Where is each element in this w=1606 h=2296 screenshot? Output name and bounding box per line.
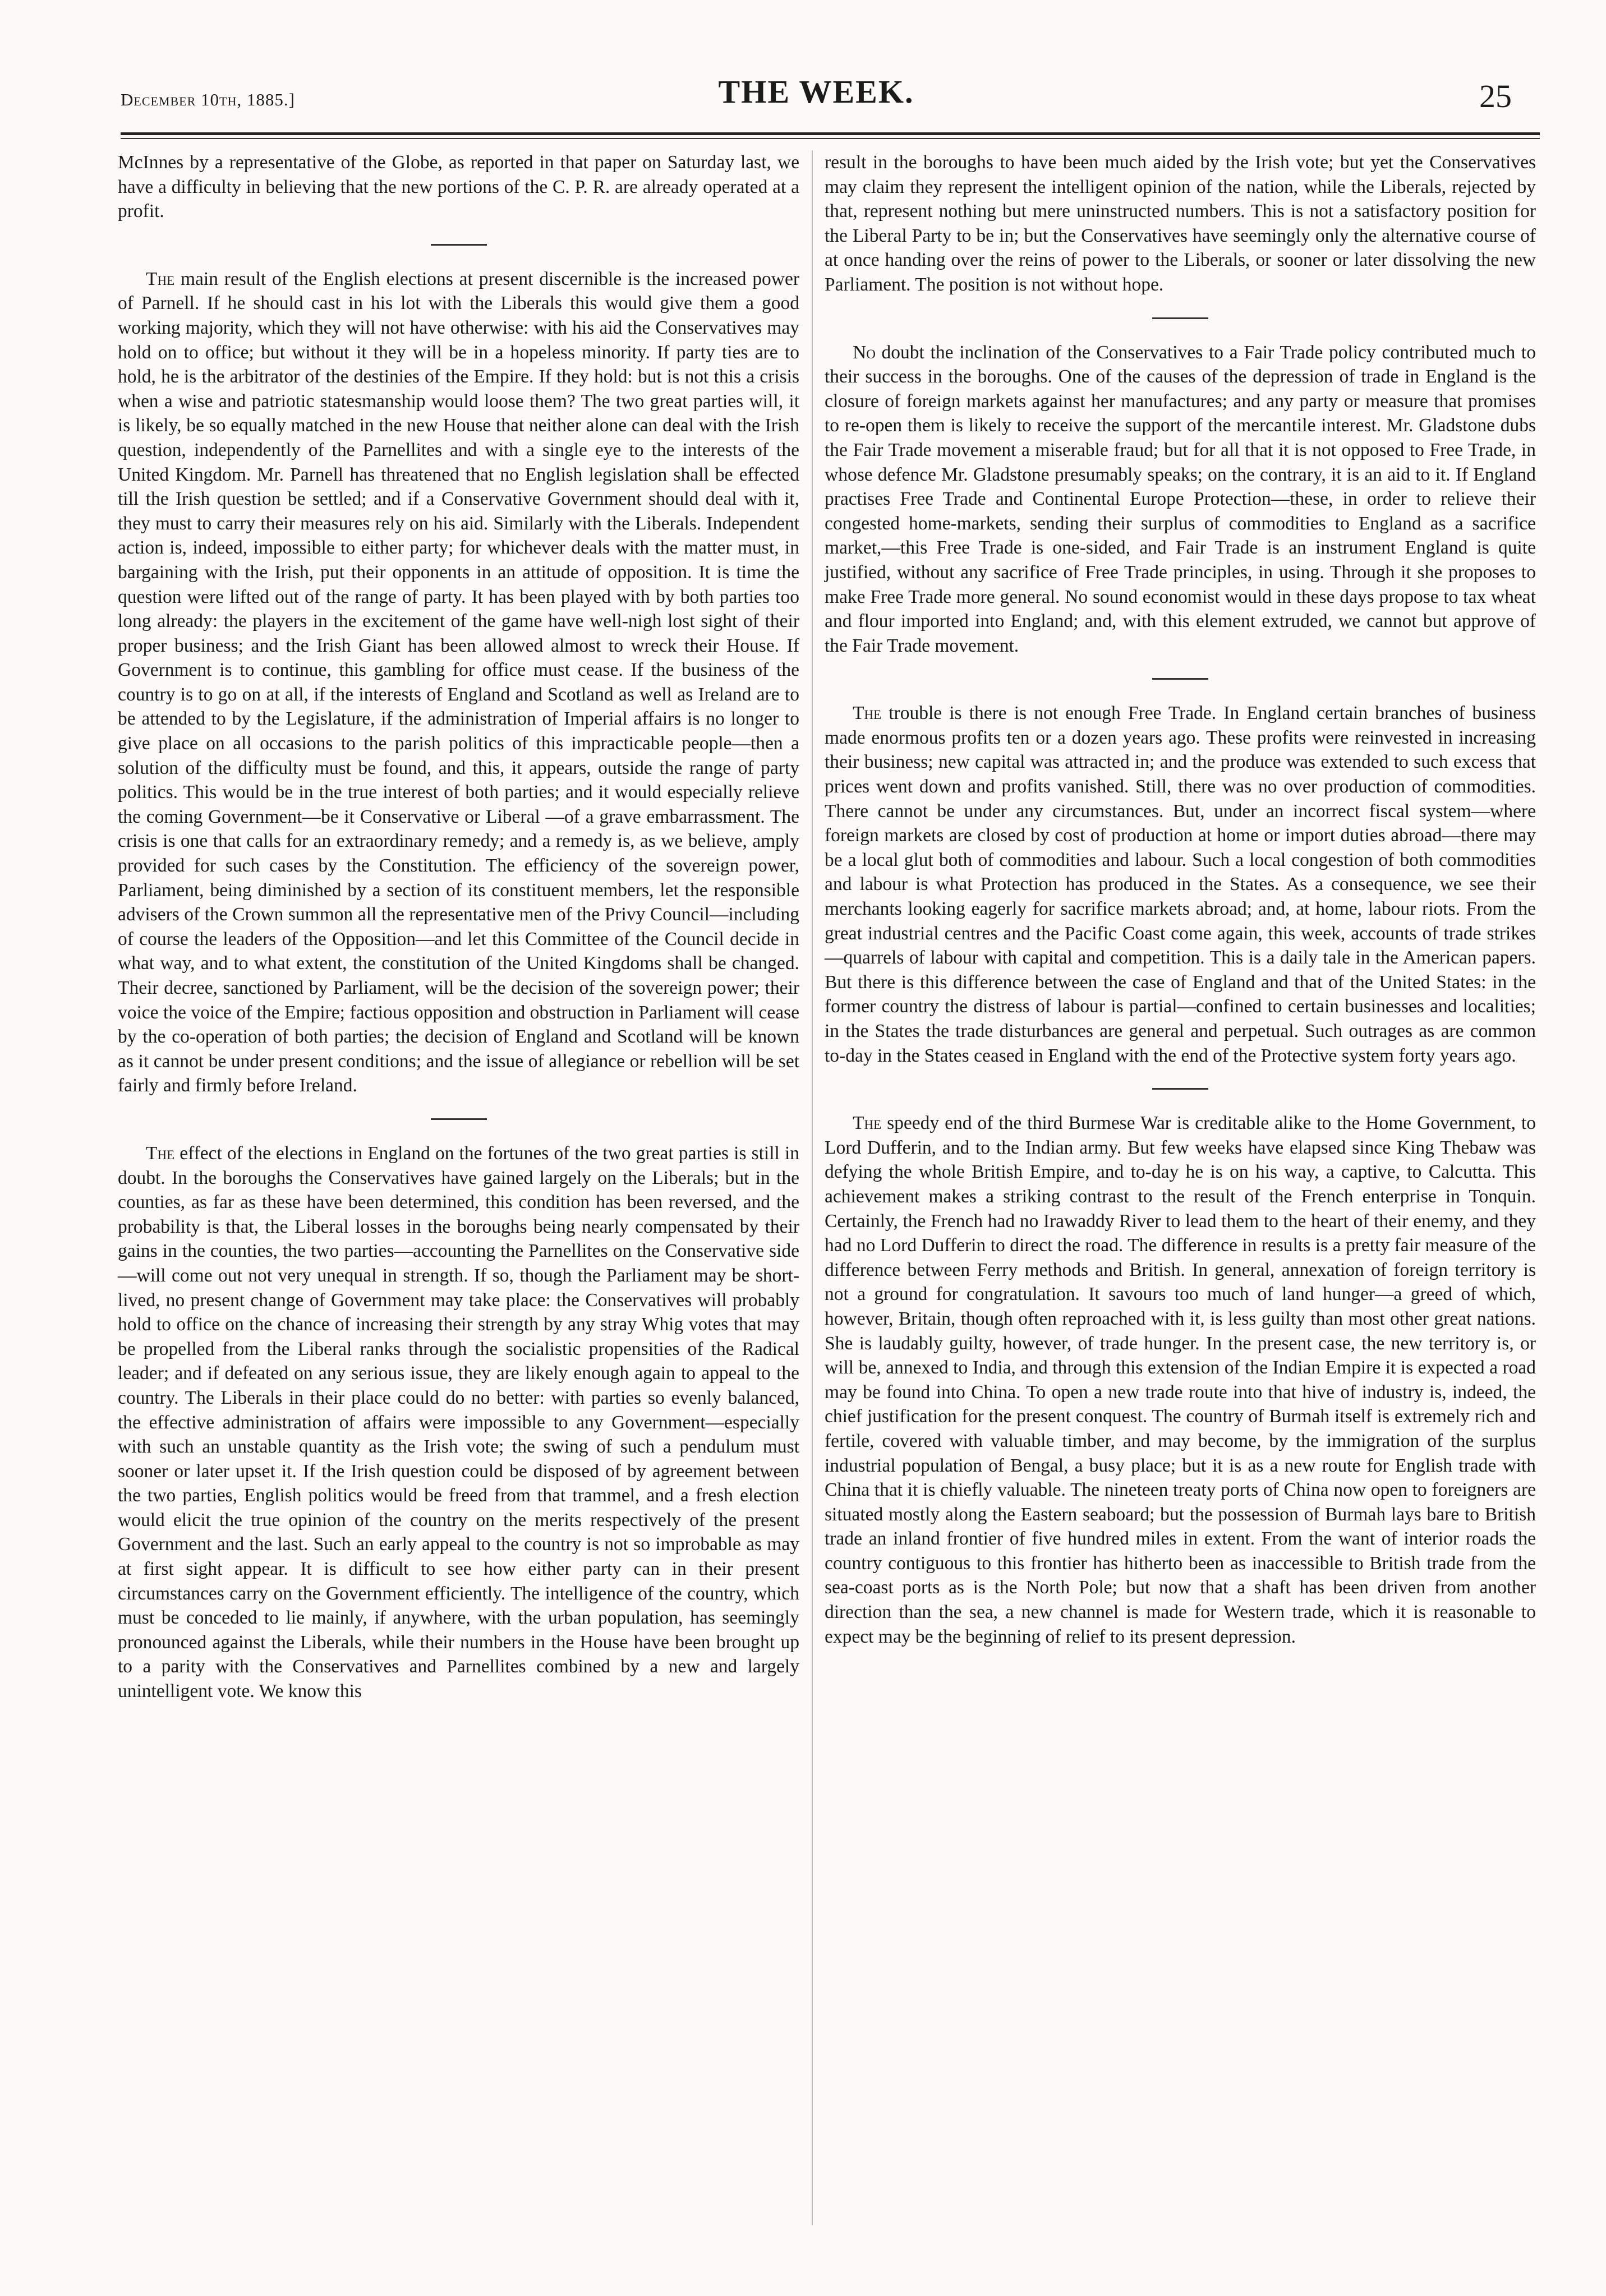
right-column — [825, 150, 1536, 1649]
paragraph-lead: The — [146, 1142, 175, 1164]
paragraph-text: trouble is there is not enough Free Trade. In England certain branches of business made enormous profits ten or a dozen years ago. These profits were reinvested in increasing their business; new capital was attracted in; and the produce was extended to such excess that prices went down and profits vanished. Still, there was no over production of commodities. There cannot be under any circumstances. But, under an incorrect fiscal system—where foreign markets are closed by cost of production at home or import duties abroad—there may be a local glut both of commodities and labour. Such a local congestion of both commodities and labour is what Protection has produced in the States. As a consequence, we see their merchants looking eagerly for sacrifice markets abroad; and, at home, labour riots. From the great industrial centres and the Pacific Coast come again, this week, accounts of trade strikes—quarrels of labour with capital and competition. This is a daily tale in the American papers. But there is this difference between the case of England and that of the United States: in the former country the distress of labour is partial—confined to certain businesses and localities; in the States the trade disturbances are general and perpetual. Such outrages as are common to-day in the States ceased in England with the end of the Protective system forty years ago. — [825, 703, 1536, 1066]
paragraph-text: speedy end of the third Burmese War is creditable alike to the Home Government, to Lord Dufferin, and to the Indian army. But few weeks have elapsed since King Thebaw was defying the whole British Empire, and to-day he is on his way, a captive, to Calcutta. This achievement makes a striking contrast to the result of the French enterprise in Tonquin. Certainly, the French had no Irawaddy River to lead them to the heart of their enemy, and they had no Lord Dufferin to direct the road. The difference in results is a pretty fair measure of the difference between Ferry methods and British. In general, annexation of foreign territory is not a ground for congratulation. It savours too much of land hunger—a greed of which, however, Britain, though often reproached with it, is less guilty than most other great nations. She is laudably guilty, however, of trade hunger. In the present case, the new territory is, or will be, annexed to India, and through this extension of the Indian Empire it is expected a road may be found into China. To open a new trade route into that hive of industry is, indeed, the chief justification for the present conquest. The country of Burmah itself is extremely rich and fertile, covered with valuable timber, and may become, by the immigration of the surplus industrial population of Bengal, a busy place; but it is as a new route for English trade with China that it is chiefly valuable. The nineteen treaty ports of China now open to foreigners are situated mostly along the Eastern seaboard; but the possession of Burmah lays bare to British trade an inland frontier of five hundred miles in extent. From the want of interior roads the country contiguous to this frontier has hitherto been as inaccessible to British trade from the sea-coast ports as is the North Pole; but now that a shaft has been driven from another direction than the sea, a new channel is made for Western trade, which it is reasonable to expect may be the beginning of relief to its present depression. — [825, 1113, 1536, 1647]
paragraph-text: effect of the elections in England on the fortunes of the two great parties is still in doubt. In the boroughs the Conservatives have gained largely on the Liberals; but in the counties, as far as these have been determined, this condition has been reversed, and the probability is that, the Liberal losses in the boroughs being nearly compensated by their gains in the counties, the two parties—accounting the Parnellites on the Conservative side—will come out not very unequal in strength. If so, though the Parliament may be short-lived, no present change of Government may take place: the Conservatives will probably hold to office on the chance of increasing their strength by any stray Whig votes that may be propelled from the Liberal ranks through the socialistic propensities of the Radical leader; and if defeated on any serious issue, they are likely enough again to appeal to the country. The Liberals in their place could do no better: with parties so evenly balanced, the effective administration of affairs were impossible to any Government—especially with such an unstable quantity as the Irish vote; the swing of such a pendulum must sooner or later upset it. If the Irish question could be disposed of by agreement between the two parties, English politics would be freed from that trammel, and a fresh election would elicit the true opinion of the country on the merits respectively of the present Government and the last. Such an early appeal to the country is not so improbable as may at first sight appear. It is difficult to see how either party can in their present circumstances carry on the Government efficiently. The intelligence of the country, which must be conceded to lie mainly, if anywhere, with the urban population, has seemingly pronounced against the Liberals, while their numbers in the House have been brought up to a parity with the Conservatives and Parnellites combined by a new and largely unintelligent vote. We know this — [118, 1142, 799, 1702]
masthead-title: THE WEEK. — [718, 73, 914, 110]
issue-date: December 10th, 1885.] — [121, 90, 295, 109]
section-divider — [431, 244, 487, 246]
article-paragraph — [118, 267, 799, 1098]
article-paragraph — [118, 1141, 799, 1704]
paragraph-lead: The — [146, 268, 175, 289]
section-divider — [1152, 317, 1208, 319]
column-divider — [812, 150, 813, 2225]
section-divider — [1152, 678, 1208, 680]
header-rule-thin — [121, 138, 1540, 139]
article-paragraph — [825, 340, 1536, 658]
article-paragraph — [118, 150, 799, 224]
paragraph-text: main result of the English elections at present discernible is the increased power of Parnell. If he should cast in his lot with the Liberals this would give them a good working majority, which they will not have otherwise: with his aid the Conservatives may hold on to office; but without it they will be in a hopeless minority. If party ties are to hold, he is the arbitrator of the destinies of the Empire. If they hold: but is not this a crisis when a wise and patriotic statesmanship would loose them? The two great parties will, it is likely, be so equally matched in the new House that neither alone can deal with the Irish question, independently of the Parnellites and with a single eye to the interests of the United Kingdom. Mr. Parnell has threatened that no English legislation shall be effected till the Irish question be settled; and if a Conservative Government should deal with it, they must to carry their measures rely on his aid. Similarly with the Liberals. Independent action is, indeed, impossible to either party; for whichever deals with the matter must, in bargaining with the Irish, put their opponents in an attitude of opposition. It is time the question were lifted out of the range of party. It has been played with by both parties too long already: the players in the excitement of the game have well-nigh lost sight of their proper business; and the Irish Giant has been allowed almost to wreck their House. If Government is to continue, this gambling for office must cease. If the business of the country is to go on at all, if the interests of England and Scotland as well as Ireland are to be attended to by the Legislature, if the administration of Imperial affairs is no longer to give place on all occasions to the parish politics of this impracticable people—then a solution of the difficulty must be found, and this, it appears, outside the range of party politics. This would be in the true interest of both parties; and it would especially relieve the coming Government—be it Conservative or Liberal —of a grave embarrassment. The crisis is one that calls for an extraordinary remedy; and a remedy is, as we believe, amply provided for such cases by the Constitution. The efficiency of the sovereign power, Parliament, being diminished by a section of its constituent members, let the responsible advisers of the Crown summon all the representative men of the Privy Council—including of course the leaders of the Opposition—and let this Committee of the Council decide in what way, and to what extent, the constitution of the United Kingdoms shall be changed. Their decree, sanctioned by Parliament, will be the decision of the sovereign power; their voice the voice of the Empire; factious opposition and obstruction in Parliament will cease by the co-operation of both parties; the decision of England and Scotland will be known as it cannot be under present conditions; and the issue of allegiance or rebellion will be set fairly and firmly before Ireland. — [118, 268, 799, 1096]
paragraph-lead: The — [853, 1113, 882, 1134]
paragraph-text: McInnes by a representative of the Globe, as reported in that paper on Saturday last, we have a difficulty in believing that the new portions of the C. P. R. are already operated at a profit. — [118, 152, 799, 222]
article-paragraph — [825, 150, 1536, 297]
left-column — [118, 150, 799, 1704]
section-divider — [1152, 1088, 1208, 1090]
paragraph-text: result in the boroughs to have been much aided by the Irish vote; but yet the Conservatives may claim they represent the intelligent opinion of the nation, while the Liberals, rejected by that, represent nothing but mere uninstructed numbers. This is not a satisfactory position for the Liberal Party to be in; but the Conservatives have seemingly only the alternative course of at once handing over the reins of power to the Liberals, or sooner or later dissolving the new Parliament. The position is not without hope. — [825, 152, 1536, 295]
article-paragraph — [825, 1111, 1536, 1649]
page-header — [121, 72, 1512, 122]
page-number: 25 — [1479, 78, 1512, 114]
paragraph-lead: No — [853, 342, 876, 363]
paragraph-lead: The — [853, 703, 882, 724]
article-paragraph — [825, 701, 1536, 1068]
section-divider — [431, 1118, 487, 1120]
header-rule — [121, 132, 1540, 135]
paragraph-text: doubt the inclination of the Conservatives to a Fair Trade policy contributed much to their success in the boroughs. One of the causes of the depression of trade in England is the closure of foreign markets against her manufactures; and any party or measure that promises to re-open them is likely to receive the support of the mercantile interest. Mr. Gladstone dubs the Fair Trade movement a miserable fraud; but for all that it is not opposed to Free Trade, in whose defence Mr. Gladstone presumably speaks; on the contrary, it is an aid to it. If England practises Free Trade and Continental Europe Protection—these, in order to relieve their congested home-markets, sending their surplus of commodities to England as a sacrifice market,—this Free Trade is one-sided, and Fair Trade is an instrument England is quite justified, without any sacrifice of Free Trade principles, in using. Through it she proposes to make Free Trade more general. No sound economist would in these days propose to tax wheat and flour imported into England; and, with this element extruded, we cannot but approve of the Fair Trade movement. — [825, 342, 1536, 656]
